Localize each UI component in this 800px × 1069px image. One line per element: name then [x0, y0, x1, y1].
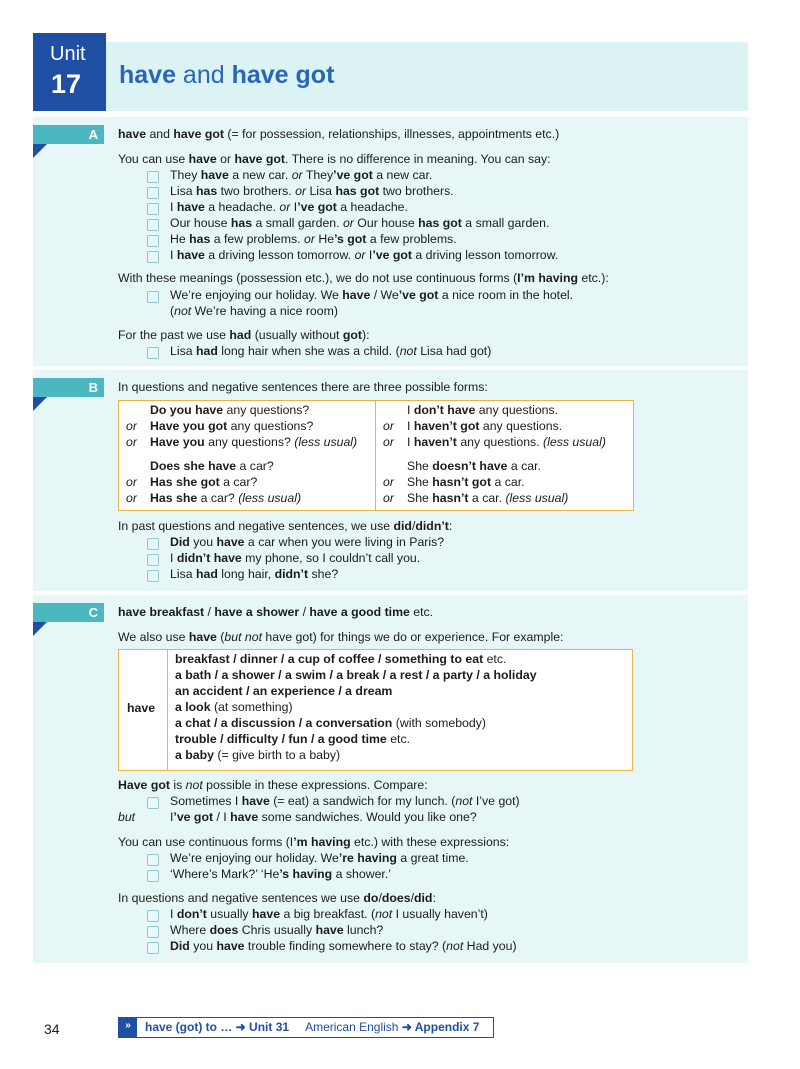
- unit-badge: [33, 33, 106, 111]
- expression-line: [175, 700, 293, 714]
- example-part: ’ve got: [372, 248, 412, 262]
- row-prefix: She: [407, 459, 433, 473]
- example-line: [170, 216, 549, 230]
- row-text: any questions.: [475, 403, 559, 417]
- table-row: [407, 435, 606, 449]
- row-bold: Do you have: [150, 403, 224, 417]
- row-bold: doesn’t have: [432, 459, 508, 473]
- example-part: a headache.: [204, 200, 280, 214]
- example-line: ‘Where’s Mark?’ ‘He’s having a shower.’: [170, 867, 391, 881]
- example-part: a new car.: [228, 168, 292, 182]
- example-part: They: [302, 168, 334, 182]
- row-bold: Have you: [150, 435, 205, 449]
- example-part: Our house: [353, 216, 419, 230]
- less-usual-note: (less usual): [238, 491, 302, 505]
- row-bold: Has she got: [150, 475, 220, 489]
- but-label: but: [118, 810, 136, 824]
- section-a: [33, 113, 748, 367]
- less-usual-note: (less usual): [505, 491, 569, 505]
- bullet-icon: [147, 235, 159, 247]
- example-part: or: [342, 216, 354, 230]
- example-part: I: [290, 200, 298, 214]
- row-bold: Have you got: [150, 419, 228, 433]
- or-label: or: [383, 475, 394, 489]
- expression-line: [175, 716, 486, 730]
- example-part: Lisa: [170, 567, 196, 581]
- example-part: two brothers.: [217, 184, 296, 198]
- example-part: you: [189, 535, 217, 549]
- example-part: Did: [170, 535, 190, 549]
- expression-bold: an accident / an experience / a dream: [175, 684, 393, 698]
- expression-note: (= give birth to a baby): [213, 748, 341, 762]
- example-part: has: [230, 216, 253, 230]
- example-part: ’ve got: [297, 200, 337, 214]
- example-part: They: [170, 168, 201, 182]
- example-part: a small garden.: [252, 216, 343, 230]
- row-text: any questions?: [227, 419, 314, 433]
- example-part: or: [295, 184, 307, 198]
- section-heading: have and have got (= for possession, relationships, illnesses, appointments etc.): [118, 127, 560, 141]
- example-line: Sometimes I have (= eat) a sandwich for my lunch. (not I’ve got): [170, 794, 520, 808]
- example-part: two brothers.: [379, 184, 454, 198]
- row-text: any questions.: [456, 435, 544, 449]
- example-part: have: [216, 535, 245, 549]
- row-bold: don’t have: [413, 403, 476, 417]
- bullet-icon: [147, 926, 159, 938]
- example-line: [170, 248, 558, 262]
- expression-bold: a look: [175, 700, 211, 714]
- expression-line: [175, 668, 537, 682]
- expression-line: [175, 732, 410, 746]
- row-bold: haven’t: [413, 435, 457, 449]
- example-part: or: [303, 232, 315, 246]
- questions-box: [118, 400, 377, 511]
- example-line: Did you have trouble finding somewhere to stay? (not Had you): [170, 939, 517, 953]
- example-part: have: [176, 248, 205, 262]
- example-line: We’re enjoying our holiday. We’re having a great time.: [170, 851, 469, 865]
- section-letter-c: C: [33, 603, 104, 622]
- page-title: have and have got: [119, 61, 335, 89]
- example-part: I: [170, 551, 177, 565]
- example-part: long hair,: [217, 567, 275, 581]
- bullet-icon: [147, 538, 159, 550]
- example-part: or: [354, 248, 366, 262]
- corner-triangle: [33, 397, 47, 411]
- expression-bold: trouble / difficulty / fun / a good time: [175, 732, 387, 746]
- past-intro: In past questions and negative sentences, we use did/didn’t:: [118, 519, 453, 533]
- bullet-icon: [147, 797, 159, 809]
- expression-line: [175, 684, 392, 698]
- or-label: or: [126, 475, 137, 489]
- double-arrow-icon: »: [119, 1018, 137, 1037]
- example-part: He: [314, 232, 335, 246]
- row-text: a car?: [197, 491, 239, 505]
- row-bold: hasn’t: [432, 491, 469, 505]
- row-bold: Does she have: [150, 459, 237, 473]
- example-part: has got: [335, 184, 380, 198]
- expression-note: etc.: [386, 732, 411, 746]
- row-text: any questions?: [223, 403, 310, 417]
- expression-note: etc.: [483, 652, 507, 666]
- example-part: my phone, so I couldn’t call you.: [241, 551, 421, 565]
- example-part: a driving lesson tomorrow.: [204, 248, 355, 262]
- row-text: any questions.: [479, 419, 563, 433]
- example-part: have: [176, 200, 205, 214]
- unit-number: 17: [51, 69, 82, 99]
- cont-intro: With these meanings (possession etc.), we do not use continuous forms (I’m having etc.):: [118, 271, 609, 285]
- unit-label: Unit: [50, 43, 86, 65]
- row-prefix: I: [407, 419, 414, 433]
- expression-line: [175, 652, 506, 666]
- or-label: or: [126, 491, 137, 505]
- expression-bold: a chat / a discussion / a conversation: [175, 716, 393, 730]
- expression-bold: breakfast / dinner / a cup of coffee / something to eat: [175, 652, 484, 666]
- bullet-icon: [147, 854, 159, 866]
- less-usual-note: (less usual): [294, 435, 358, 449]
- bullet-icon: [147, 910, 159, 922]
- expression-bold: a bath / a shower / a swim / a break / a rest / a party / a holiday: [175, 668, 537, 682]
- intro-line: You can use have or have got. There is no difference in meaning. You can say:: [118, 152, 551, 166]
- example-part: Lisa: [170, 184, 196, 198]
- example-part: or: [291, 168, 303, 182]
- expressions-cell: [167, 649, 633, 771]
- bullet-icon: [147, 187, 159, 199]
- section-letter-a: A: [33, 125, 104, 144]
- intro-line: In questions and negative sentences there are three possible forms:: [118, 380, 488, 394]
- example-part: a small garden.: [461, 216, 550, 230]
- example-line: We’re enjoying our holiday. We have / We’ve got a nice room in the hotel.: [170, 288, 573, 302]
- bullet-icon: [147, 347, 159, 359]
- example-line: [170, 168, 432, 182]
- expression-note: (at something): [210, 700, 293, 714]
- example-part: a new car.: [372, 168, 433, 182]
- example-line: Lisa had long hair when she was a child. (not Lisa had got): [170, 344, 491, 358]
- or-label: or: [383, 435, 394, 449]
- example-line: I don’t usually have a big breakfast. (not I usually haven’t): [170, 907, 488, 921]
- expression-bold: a baby: [175, 748, 214, 762]
- row-bold: Has she: [150, 491, 198, 505]
- example-part: has got: [418, 216, 462, 230]
- or-label: or: [383, 419, 394, 433]
- example-part: a driving lesson tomorrow.: [411, 248, 559, 262]
- table-row: [407, 475, 525, 489]
- have-label: have: [127, 701, 156, 715]
- cross-reference-text: [145, 1020, 479, 1034]
- row-text: any questions?: [204, 435, 295, 449]
- table-row: [150, 491, 301, 505]
- bullet-icon: [147, 291, 159, 303]
- example-part: ’s got: [334, 232, 367, 246]
- bullet-icon: [147, 870, 159, 882]
- example-part: He: [170, 232, 190, 246]
- example-part: Lisa: [306, 184, 336, 198]
- example-part: a car when you were living in Paris?: [244, 535, 445, 549]
- example-line: [170, 551, 420, 565]
- row-text: a car.: [507, 459, 541, 473]
- page-number: 34: [44, 1021, 60, 1037]
- example-part: didn’t: [274, 567, 309, 581]
- corner-triangle: [33, 622, 47, 636]
- table-row: [150, 419, 313, 433]
- negatives-box: [375, 400, 634, 511]
- table-row: [407, 491, 568, 505]
- ref-unit-31-link[interactable]: ➜ Unit 31: [235, 1020, 290, 1034]
- example-line: Where does Chris usually have lunch?: [170, 923, 383, 937]
- row-prefix: I: [407, 403, 414, 417]
- or-label: or: [126, 435, 137, 449]
- example-part: a few problems.: [366, 232, 457, 246]
- row-bold: hasn’t got: [432, 475, 492, 489]
- past-intro: For the past we use had (usually without got):: [118, 328, 370, 342]
- table-row: [407, 459, 541, 473]
- have-got-note: Have got is not possible in these expressions. Compare:: [118, 778, 428, 792]
- bullet-icon: [147, 219, 159, 231]
- question-intro: In questions and negative sentences we use do/does/did:: [118, 891, 436, 905]
- bullet-icon: [147, 171, 159, 183]
- cont-intro: You can use continuous forms (I’m having etc.) with these expressions:: [118, 835, 510, 849]
- example-part: a few problems.: [210, 232, 304, 246]
- example-part: ’ve got: [333, 168, 373, 182]
- table-row: [150, 435, 357, 449]
- example-part: she?: [308, 567, 339, 581]
- not-note: (not We’re having a nice room): [170, 304, 338, 318]
- intro-line: We also use have (but not have got) for things we do or experience. For example:: [118, 630, 564, 644]
- title-bar: [106, 42, 748, 111]
- bullet-icon: [147, 251, 159, 263]
- table-row: [407, 419, 562, 433]
- table-row: [150, 475, 257, 489]
- example-part: Our house: [170, 216, 231, 230]
- ref-american-english[interactable]: American English: [305, 1020, 399, 1034]
- example-part: has: [189, 232, 211, 246]
- or-label: or: [126, 419, 137, 433]
- bullet-icon: [147, 570, 159, 582]
- example-part: had: [195, 567, 218, 581]
- row-text: a car.: [491, 475, 525, 489]
- cross-reference-box: [118, 1017, 494, 1038]
- section-letter-b: B: [33, 378, 104, 397]
- example-part: I: [170, 248, 177, 262]
- row-prefix: She: [407, 475, 433, 489]
- row-bold: haven’t got: [413, 419, 480, 433]
- table-row: [150, 403, 309, 417]
- section-c: [33, 591, 748, 963]
- example-line: [170, 184, 454, 198]
- example-part: I: [365, 248, 373, 262]
- corner-triangle: [33, 144, 47, 158]
- example-part: I: [170, 200, 177, 214]
- or-label: or: [383, 491, 394, 505]
- example-line: [170, 200, 408, 214]
- row-text: a car?: [236, 459, 274, 473]
- example-part: have: [200, 168, 229, 182]
- example-part: has: [195, 184, 218, 198]
- example-line: [170, 535, 444, 549]
- example-line: I’ve got / I have some sandwiches. Would you like one?: [170, 810, 477, 824]
- have-cell: [118, 649, 169, 771]
- expression-line: [175, 748, 340, 762]
- row-text: a car.: [468, 491, 506, 505]
- table-row: [407, 403, 558, 417]
- table-row: [150, 459, 274, 473]
- example-line: [170, 232, 457, 246]
- section-b: [33, 366, 748, 592]
- bullet-icon: [147, 942, 159, 954]
- ref-have-got-to[interactable]: have (got) to …: [145, 1020, 233, 1034]
- bullet-icon: [147, 554, 159, 566]
- example-part: didn’t have: [176, 551, 242, 565]
- section-heading: have breakfast / have a shower / have a good time etc.: [118, 605, 434, 619]
- row-prefix: She: [407, 491, 433, 505]
- example-line: [170, 567, 338, 581]
- ref-appendix-7-link[interactable]: ➜ Appendix 7: [401, 1020, 480, 1034]
- bullet-icon: [147, 203, 159, 215]
- example-part: a headache.: [336, 200, 408, 214]
- expression-note: (with somebody): [392, 716, 486, 730]
- row-prefix: I: [407, 435, 414, 449]
- less-usual-note: (less usual): [543, 435, 606, 449]
- example-part: or: [279, 200, 291, 214]
- row-text: a car?: [219, 475, 258, 489]
